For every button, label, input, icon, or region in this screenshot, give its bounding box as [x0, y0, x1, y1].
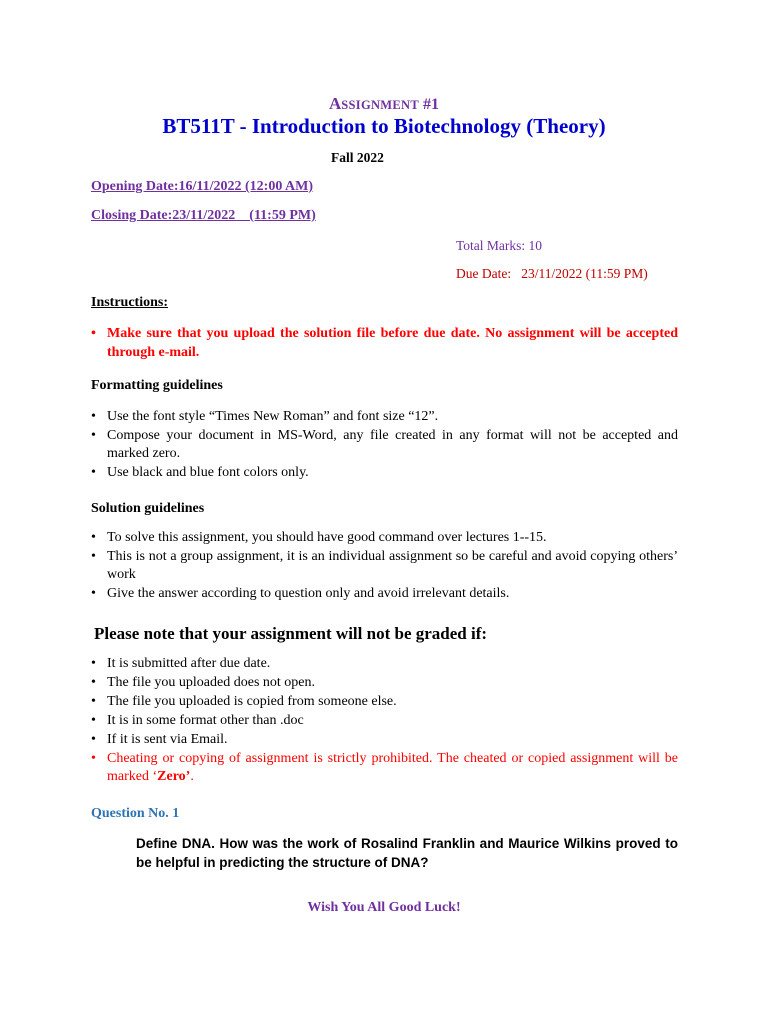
bullet-icon: • — [91, 326, 96, 341]
bullet-icon: • — [91, 409, 96, 424]
bullet-icon: • — [91, 549, 96, 564]
bullet-icon: • — [91, 656, 96, 671]
bullet-icon: • — [91, 428, 96, 443]
question-heading: Question No. 1 — [91, 806, 180, 821]
bullet-icon: • — [91, 586, 96, 601]
bullet-icon: • — [91, 675, 96, 690]
solution-heading: Solution guidelines — [91, 501, 205, 516]
not-graded-list — [91, 655, 678, 787]
bullet-icon: • — [91, 694, 96, 709]
closing-date: Closing Date:23/11/2022 (11:59 PM) — [91, 208, 316, 223]
warning-end: . — [190, 769, 194, 784]
assignment-heading — [0, 94, 768, 114]
warning-text: Cheating or copying of assignment is strictly prohibited. The cheated or copied assignment will be marked ‘ — [107, 751, 678, 784]
list-item-text: Make sure that you upload the solution file before due date. No assignment will be accepted through e-mail. — [107, 326, 678, 360]
term-label: Fall 2022 — [331, 150, 384, 165]
list-item-text: It is submitted after due date. — [107, 656, 271, 671]
list-item-text: Use black and blue font colors only. — [107, 465, 309, 480]
warning-item — [91, 750, 678, 786]
assignment-number: #1 — [419, 96, 439, 113]
opening-date: Opening Date:16/11/2022 (12:00 AM) — [91, 179, 314, 194]
bullet-icon: • — [91, 732, 96, 747]
total-marks: Total Marks: 10 — [456, 238, 543, 253]
list-item-text: If it is sent via Email. — [107, 732, 228, 747]
list-item — [91, 674, 678, 692]
list-item — [91, 427, 678, 463]
list-item — [91, 693, 678, 711]
list-item — [91, 655, 678, 673]
formatting-heading: Formatting guidelines — [91, 378, 223, 393]
warning-zero: Zero’ — [157, 769, 191, 784]
list-item — [91, 464, 678, 482]
list-item-text: This is not a group assignment, it is an individual assignment so be careful and avoid copying others’ work — [107, 549, 678, 582]
list-item — [91, 408, 678, 426]
list-item-text: Compose your document in MS-Word, any file created in any format will not be accepted and marked zero. — [107, 428, 678, 461]
list-item — [91, 529, 678, 547]
closing-message: Wish You All Good Luck! — [307, 900, 461, 915]
list-item-text: The file you uploaded is copied from someone else. — [107, 694, 397, 709]
list-item-text: It is in some format other than .doc — [107, 713, 304, 728]
list-item — [91, 585, 678, 603]
assignment-heading-cap: A — [329, 94, 342, 113]
assignment-heading-rest: SSIGNMENT — [341, 98, 419, 112]
due-date: Due Date: 23/11/2022 (11:59 PM) — [456, 266, 648, 281]
bullet-icon: • — [91, 530, 96, 545]
list-item-text: Use the font style “Times New Roman” and font size “12”. — [107, 409, 439, 424]
list-item-text: The file you uploaded does not open. — [107, 675, 316, 690]
list-item-text: To solve this assignment, you should have good command over lectures 1--15. — [107, 530, 547, 545]
bullet-icon: • — [91, 751, 96, 766]
list-item — [91, 712, 678, 730]
question-text: Define DNA. How was the work of Rosalind Franklin and Maurice Wilkins proved to be helpful in predicting the structure of DNA? — [136, 836, 678, 870]
instructions-heading: Instructions: — [91, 295, 169, 310]
list-item — [91, 731, 678, 749]
bullet-icon: • — [91, 465, 96, 480]
instructions-list — [91, 324, 678, 363]
solution-list — [91, 529, 678, 604]
list-item — [91, 548, 678, 584]
list-item — [91, 324, 678, 362]
list-item-text: Give the answer according to question only and avoid irrelevant details. — [107, 586, 510, 601]
not-graded-heading: Please note that your assignment will not be graded if: — [94, 624, 488, 643]
formatting-list — [91, 408, 678, 483]
bullet-icon: • — [91, 713, 96, 728]
course-title: BT511T - Introduction to Biotechnology (Theory) — [162, 114, 606, 138]
